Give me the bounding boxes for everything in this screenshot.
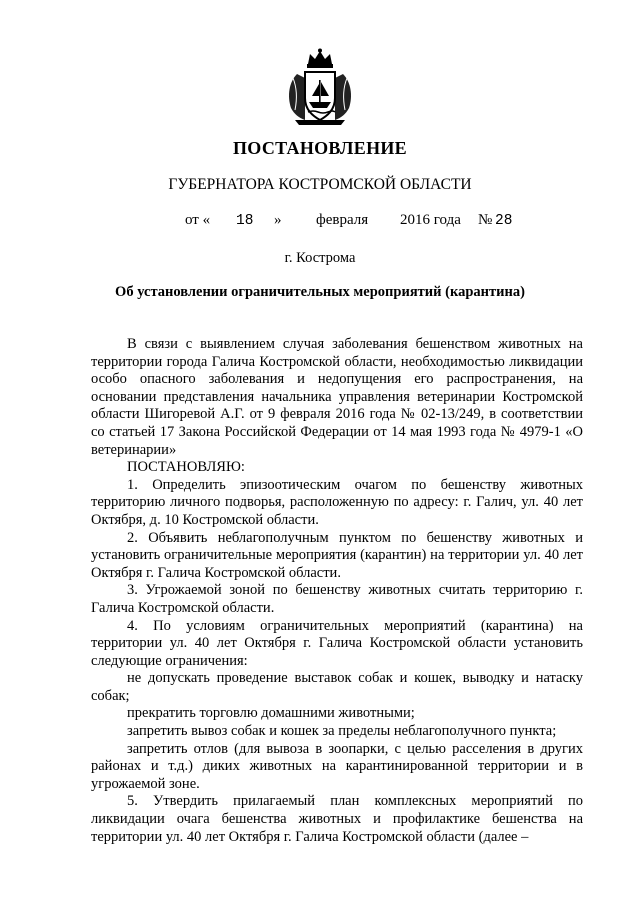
clause-3: 3. Угрожаемой зоной по бешенству животных считать территорию г. Галича Костромской области. <box>91 582 583 616</box>
clause-4: 4. По условиям ограничительных мероприятий (карантина) на территории ул. 40 лет Октября г. Галича Костромской области установить следующие ограничения: <box>91 617 583 669</box>
document-title: Об установлении ограничительных мероприятий (карантина) <box>115 284 525 300</box>
number-label: № <box>478 212 493 228</box>
date-prefix: от « <box>185 212 211 228</box>
date-month: февраля <box>316 212 369 228</box>
clause-4-restriction: запретить вывоз собак и кошек за пределы неблагополучного пункта; <box>127 723 557 740</box>
coat-of-arms-emblem <box>283 48 357 126</box>
city: г. Кострома <box>284 250 356 266</box>
preamble-paragraph: В связи с выявлением случая заболевания бешенством животных на территории города Галича Костромской области, необходимостью ликвидации особо опасного заболевания и недопущения его распространения, на основании представления начальника управления ветеринарии Костромской области Шигоревой А.Г. от 9 февраля 2016 года № 02-13/249, в соответствии со статьей 17 Закона Российской Федерации от 14 мая 1993 года № 4979-1 «О ветеринарии» <box>91 336 583 458</box>
date-year: 2016 года <box>400 212 461 228</box>
document-body <box>91 336 583 846</box>
resolve-statement: ПОСТАНОВЛЯЮ: <box>127 459 245 476</box>
clause-4-restriction: прекратить торговлю домашними животными; <box>127 705 415 722</box>
document-number: 28 <box>495 213 513 229</box>
clause-5: 5. Утвердить прилагаемый план комплексных мероприятий по ликвидации очага бешенства животных и профилактике бешенства на территории ул. 40 лет Октября г. Галича Костромской области (далее – <box>91 793 583 845</box>
clause-4-restriction: не допускать проведение выставок собак и кошек, выводку и натаску собак; <box>91 670 583 704</box>
clause-2: 2. Объявить неблагополучным пунктом по бешенству животных и установить ограничительные мероприятия (карантин) на территории ул. 40 лет Октября г. Галича Костромской области. <box>91 529 583 581</box>
clause-1: 1. Определить эпизоотическим очагом по бешенству животных территорию личного подворья, расположенную по адресу: г. Галич, ул. 40 лет Октября, д. 10 Костромской области. <box>91 476 583 528</box>
date-close-quote: » <box>274 212 282 228</box>
document-type-heading: ПОСТАНОВЛЕНИЕ <box>233 138 407 158</box>
date-line <box>0 212 640 232</box>
date-day: 18 <box>236 213 254 229</box>
clause-4-restriction: запретить отлов (для вывоза в зоопарки, с целью расселения в других районах и т.д.) диких животных на карантинированной территории и в угрожаемой зоне. <box>91 740 583 792</box>
issuer-heading: ГУБЕРНАТОРА КОСТРОМСКОЙ ОБЛАСТИ <box>168 176 472 193</box>
